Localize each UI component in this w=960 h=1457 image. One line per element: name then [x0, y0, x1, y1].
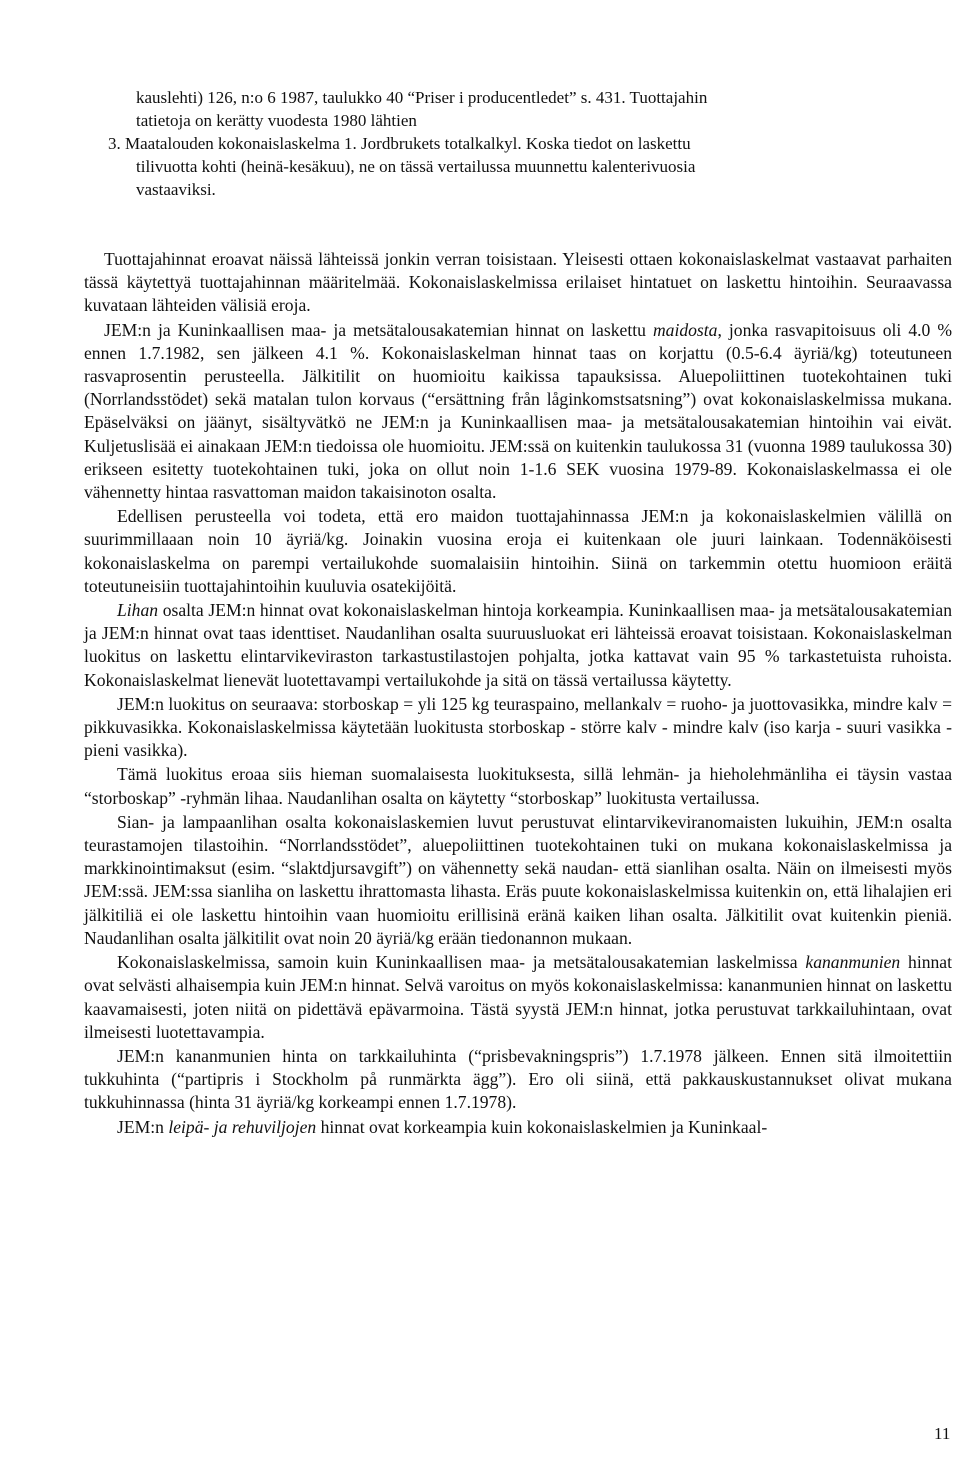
paragraph: Kokonaislaskelmissa, samoin kuin Kuninkaallisen maa- ja metsätalousakatemian laskelmissa kananmunien hinnat ovat selvästi alhaisempia kuin JEM:n hinnat. Selvä varoitus on myös kokonaislaskelmissa: kananmunien hinnat on laskettu kaavamaisesti, joten niitä on pidettävä epävarmoina. Tästä syystä JEM:n hinnat, jotka perustuvat tarkkailuhintaan, ovat ilmeisesti luotettavampia.: [84, 952, 952, 1042]
paragraph: Tuottajahinnat eroavat näissä lähteissä jonkin verran toisistaan. Yleisesti ottaen kokonaislaskelmat vastaavat parhaiten tässä käytettyä tuottajahinnan määritelmää. Kokonaislaskelmissa erilaiset hintatuet on laskettu hintoihin. Seuraavassa kuvataan lähteiden välisiä eroja.: [84, 249, 952, 316]
source-line: 3. Maatalouden kokonaislaskelma 1. Jordbrukets totalkalkyl. Koska tiedot on laskettu: [108, 134, 691, 153]
emphasis: maidosta: [652, 319, 718, 340]
paragraph: Sian- ja lampaanlihan osalta kokonaislaskemien luvut perustuvat elintarvikeviranomaisten lukuihin, JEM:n osalta teurastamojen tilastoihin. “Norrlandsstödet”, aluepoliittinen tuotekohtainen tuki on mukana kokonaislaskelmissa ja markkinointimaksut (esim. “slaktdjursavgift”) on vähennetty sekä naudan- että sianlihan osalta. Näin on ilmeisesti myös JEM:ssä. JEM:ssa sianliha on laskettu ihrattomasta lihasta. Eräs puute kokonaislaskelmissa kuitenkin on, että lihalajien eri jälkitiliä ei ole laskettu hintoihin vaan huomioitu erillisinä eränä kaiken lihan osalta. Jälkitilit ovat kuitenkin pieniä. Naudanlihan osalta jälkitilit ovat noin 20 äyriä/kg erään tiedonannon mukaan.: [84, 811, 952, 948]
source-line: vastaaviksi.: [136, 180, 216, 199]
emphasis: Lihan: [117, 600, 159, 621]
source-line: kauslehti) 126, n:o 6 1987, taulukko 40 “Priser i producentledet” s. 431. Tuottajahin: [136, 88, 708, 107]
source-notes: [108, 86, 936, 201]
source-line: tilivuotta kohti (heinä-kesäkuu), ne on tässä vertailussa muunnettu kalenterivuosia: [136, 157, 696, 176]
paragraph: JEM:n kananmunien hinta on tarkkailuhinta (“prisbevakningspris”) 1.7.1978 jälkeen. Ennen sitä ilmoitettiin tukkuhinta (“partipris i Stockholm på runmärkta ägg”). Ero oli siinä, että pakkauskustannukset olivat mukana tukkuhinnassa (hinta 31 äyriä/kg korkeampi ennen 1.7.1978).: [84, 1045, 952, 1113]
emphasis: leipä- ja rehuviljojen: [168, 1116, 317, 1137]
paragraph: Lihan osalta JEM:n hinnat ovat kokonaislaskelman hintoja korkeampia. Kuninkaallisen maa- ja metsätalousakatemian ja JEM:n hinnat ovat taas identtiset. Naudanlihan osalta suuruusluokat eri lähteissä eroavat toisistaan. Kokonaislaskelman luokitus on laskettu elintarvikeviraston tarkastustilastojen pohjalta, jotka kattavat vain 95 % tarkastetuista ruhoista. Kokonaislaskelmat lienevät luotettavampi vertailukohde ja sitä on tässä vertailussa käytetty.: [84, 600, 952, 690]
paragraph: Edellisen perusteella voi todeta, että ero maidon tuottajahinnassa JEM:n ja kokonaislaskelmien välillä on suurimmillaaan noin 10 äyriä/kg. Joinakin vuosina eroja ei kuitenkaan ole juuri lainkaan. Todennäköisesti kokonaislaskelma on parempi vertailukohde suomalaisiin hintoihin. Siinä on tarkemmin otettu huomioon eräitä toteutuneisiin tuottajahintoihin kuuluvia osatekijöitä.: [84, 506, 952, 596]
emphasis: kananmunien: [805, 952, 901, 973]
source-line: tatietoja on kerätty vuodesta 1980 lähtien: [136, 111, 417, 130]
paragraph: JEM:n ja Kuninkaallisen maa- ja metsätalousakatemian hinnat on laskettu maidosta, jonka rasvapitoisuus oli 4.0 % ennen 1.7.1982, sen jälkeen 4.1 %. Kokonaislaskelman hinnat taas on korjattu (0.5-6.4 äyriä/kg) toteutuneen rasvaprosentin perusteella. Jälkitilit on huomioitu kaikissa tapauksissa. Aluepoliittinen tuotekohtainen tuki (Norrlandsstödet) sekä matalan tulon korvaus (“ersättning från låginkomstsatsning”) ovat kokonaislaskelmissa mukana. Epäselväksi on jäänyt, sisältyvätkö ne JEM:n ja Kuninkaallisen maa- ja metsätalousakatemian hintoihin vai eivät. Kuljetuslisää ei ainakaan JEM:n tiedoissa ole huomioitu. JEM:ssä on kuitenkin taulukossa 31 (vuonna 1989 taulukossa 30) erikseen esitetty tuotekohtainen tuki, joka on ollut noin 1-1.6 SEK vuosina 1979-89. Kokonaislaskelmassa ei ole vähennetty hintaa rasvattoman maidon takaisinoton osalta.: [84, 319, 952, 503]
page-number: 11: [934, 1424, 951, 1443]
paragraph: JEM:n luokitus on seuraava: storboskap = yli 125 kg teuraspaino, mellankalv = ruoho- ja juottovasikka, mindre kalv = pikkuvasikka. Kokonaislaskelmissa käytetään luokitusta storboskap - större kalv - mindre kalv (iso karja - suuri vasikka - pieni vasikka).: [84, 693, 952, 761]
paragraph: JEM:n leipä- ja rehuviljojen hinnat ovat korkeampia kuin kokonaislaskelmien ja Kuninkaal-: [117, 1116, 768, 1137]
paragraph: Tämä luokitus eroaa siis hieman suomalaisesta luokituksesta, sillä lehmän- ja hieholehmänliha ei täysin vastaa “storboskap” -ryhmän lihaa. Naudanlihan osalta on käytetty “storboskap” luokitusta vertailussa.: [84, 764, 952, 808]
body-text: [84, 248, 952, 1140]
